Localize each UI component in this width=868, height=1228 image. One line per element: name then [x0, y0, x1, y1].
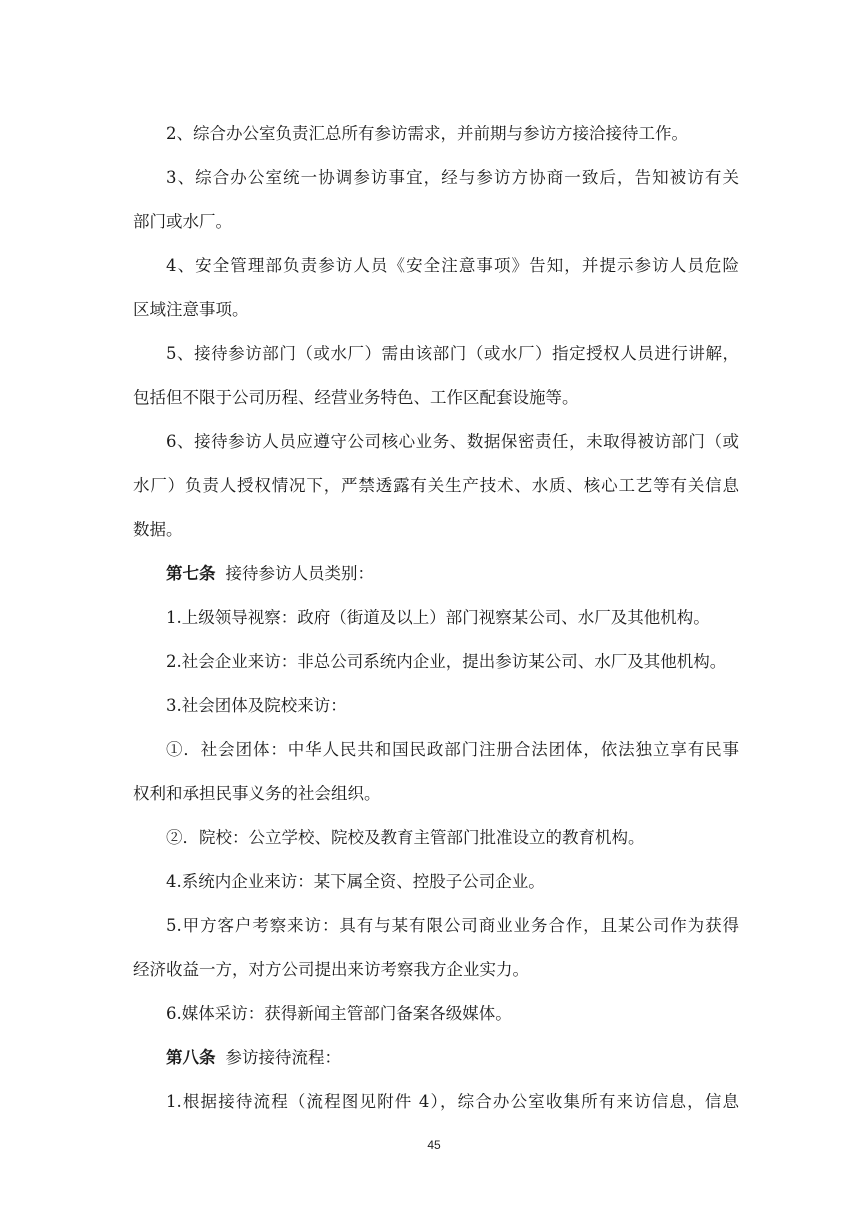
paragraph-line: 2、综合办公室负责汇总所有参访需求，并前期与参访方接洽接待工作。	[166, 124, 688, 143]
paragraph-line: 6.媒体采访：获得新闻主管部门备案各级媒体。	[166, 1004, 512, 1023]
procedure-item-1	[133, 1080, 739, 1124]
paragraph-line: ②．院校：公立学校、院校及教育主管部门批准设立的教育机构。	[166, 828, 645, 847]
paragraph-item-5	[133, 332, 739, 420]
article-title: 参访接待流程：	[225, 1048, 341, 1067]
category-item-1	[133, 596, 739, 640]
paragraph-line: 经济收益一方，对方公司提出来访考察我方企业实力。	[133, 960, 529, 979]
paragraph-line: 1.根据接待流程（流程图见附件 4），综合办公室收集所有来访信息，信息	[166, 1092, 739, 1111]
paragraph-line: 6、接待参访人员应遵守公司核心业务、数据保密责任，未取得被访部门（或	[166, 432, 739, 451]
category-item-4	[133, 860, 739, 904]
paragraph-line: 4、安全管理部负责参访人员《安全注意事项》告知，并提示参访人员危险	[166, 256, 739, 275]
paragraph-line: 3.社会团体及院校来访：	[166, 696, 347, 715]
category-subitem-1	[133, 728, 739, 816]
article-7-heading	[166, 552, 374, 596]
category-item-3	[133, 684, 739, 728]
article-label: 第八条	[166, 1048, 216, 1067]
article-label: 第七条	[166, 564, 216, 583]
paragraph-line: 4.系统内企业来访：某下属全资、控股子公司企业。	[166, 872, 545, 891]
paragraph-line: ①．社会团体：中华人民共和国民政部门注册合法团体，依法独立享有民事	[166, 740, 739, 759]
paragraph-item-6	[133, 420, 739, 552]
article-title: 接待参访人员类别：	[225, 564, 374, 583]
paragraph-line: 3、综合办公室统一协调参访事宜，经与参访方协商一致后，告知被访有关	[166, 168, 739, 187]
category-item-2	[133, 640, 739, 684]
paragraph-item-4	[133, 244, 739, 332]
paragraph-line: 包括但不限于公司历程、经营业务特色、工作区配套设施等。	[133, 388, 579, 407]
article-8-heading	[166, 1036, 341, 1080]
paragraph-line: 1.上级领导视察：政府（街道及以上）部门视察某公司、水厂及其他机构。	[166, 608, 710, 627]
paragraph-line: 5.甲方客户考察来访：具有与某有限公司商业业务合作，且某公司作为获得	[166, 916, 739, 935]
paragraph-item-3	[133, 156, 739, 244]
paragraph-line: 2.社会企业来访：非总公司系统内企业，提出参访某公司、水厂及其他机构。	[166, 652, 727, 671]
category-subitem-2	[133, 816, 739, 860]
page-number: 45	[427, 1138, 441, 1152]
paragraph-item-2	[133, 112, 739, 156]
paragraph-line: 数据。	[133, 520, 183, 539]
paragraph-line: 水厂）负责人授权情况下，严禁透露有关生产技术、水质、核心工艺等有关信息	[133, 476, 739, 495]
paragraph-line: 区域注意事项。	[133, 300, 249, 319]
category-item-6	[133, 992, 739, 1036]
paragraph-line: 权利和承担民事义务的社会组织。	[133, 784, 381, 803]
paragraph-line: 部门或水厂。	[133, 212, 232, 231]
category-item-5	[133, 904, 739, 992]
paragraph-line: 5、接待参访部门（或水厂）需由该部门（或水厂）指定授权人员进行讲解，	[166, 344, 739, 363]
